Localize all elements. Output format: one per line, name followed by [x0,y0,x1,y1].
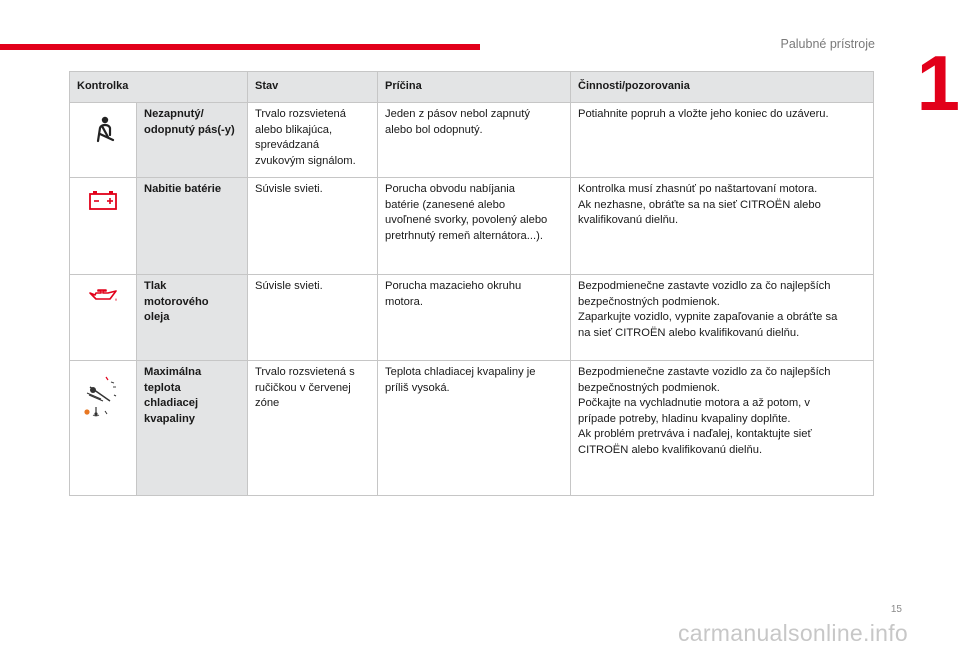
oil-can-icon [86,287,120,305]
state-text: Súvisle svieti. [248,275,378,361]
icon-cell [70,178,137,275]
table-row [70,178,874,275]
warning-name: Tlak motorového oleja [137,275,248,361]
warning-name: Nabitie batérie [137,178,248,275]
header-red-rule [0,44,480,50]
warning-lights-table [69,71,874,496]
table-row [70,361,874,496]
action-text: Kontrolka musí zhasnúť po naštartovaní motora. Ak nezhasne, obráťte sa na sieť CITROËN alebo kvalifikovanú dielňu. [571,178,874,275]
icon-cell [70,361,137,496]
page-number: 15 [890,604,902,615]
column-header-stav: Stav [248,72,378,103]
column-header-kontrolka: Kontrolka [70,72,248,103]
table-header-row [70,72,874,103]
cause-text: Porucha obvodu nabíjania batérie (zanesené alebo uvoľnené svorky, povolený alebo pretrhnutý remeň alternátora...). [378,178,571,275]
icon-cell [70,103,137,178]
state-text: Trvalo rozsvietená s ručičkou v červenej zóne [248,361,378,496]
cause-text: Porucha mazacieho okruhu motora. [378,275,571,361]
watermark-text: carmanualsonline.info [677,620,908,646]
chapter-number: 1 [916,39,960,127]
seatbelt-icon [88,115,118,145]
state-text: Súvisle svieti. [248,178,378,275]
section-title: Palubné prístroje [780,37,875,51]
column-header-cinnosti: Činnosti/pozorovania [571,72,874,103]
warning-name: Maximálna teplota chladiacej kvapaliny [137,361,248,496]
warning-name: Nezapnutý/ odopnutý pás(-y) [137,103,248,178]
column-header-pricina: Príčina [378,72,571,103]
table-row [70,275,874,361]
icon-cell [70,275,137,361]
table-row [70,103,874,178]
coolant-temperature-icon [81,373,125,419]
action-text: Bezpodmienečne zastavte vozidlo za čo najlepších bezpečnostných podmienok. Zaparkujte vozidlo, vypnite zapaľovanie a obráťte sa na sieť CITROËN alebo kvalifikovanú dielňu. [571,275,874,361]
cause-text: Teplota chladiacej kvapaliny je príliš vysoká. [378,361,571,496]
state-text: Trvalo rozsvietená alebo blikajúca, sprevádzaná zvukovým signálom. [248,103,378,178]
action-text: Potiahnite popruh a vložte jeho koniec do uzáveru. [571,103,874,178]
cause-text: Jeden z pásov nebol zapnutý alebo bol odopnutý. [378,103,571,178]
battery-icon [88,190,118,212]
action-text: Bezpodmienečne zastavte vozidlo za čo najlepších bezpečnostných podmienok. Počkajte na vychladnutie motora a až potom, v prípade potreby, hladinu kvapaliny doplňte. Ak problém pretrváva i naďalej, kontaktujte sieť CITROËN alebo kvalifikovanú dielňu. [571,361,874,496]
